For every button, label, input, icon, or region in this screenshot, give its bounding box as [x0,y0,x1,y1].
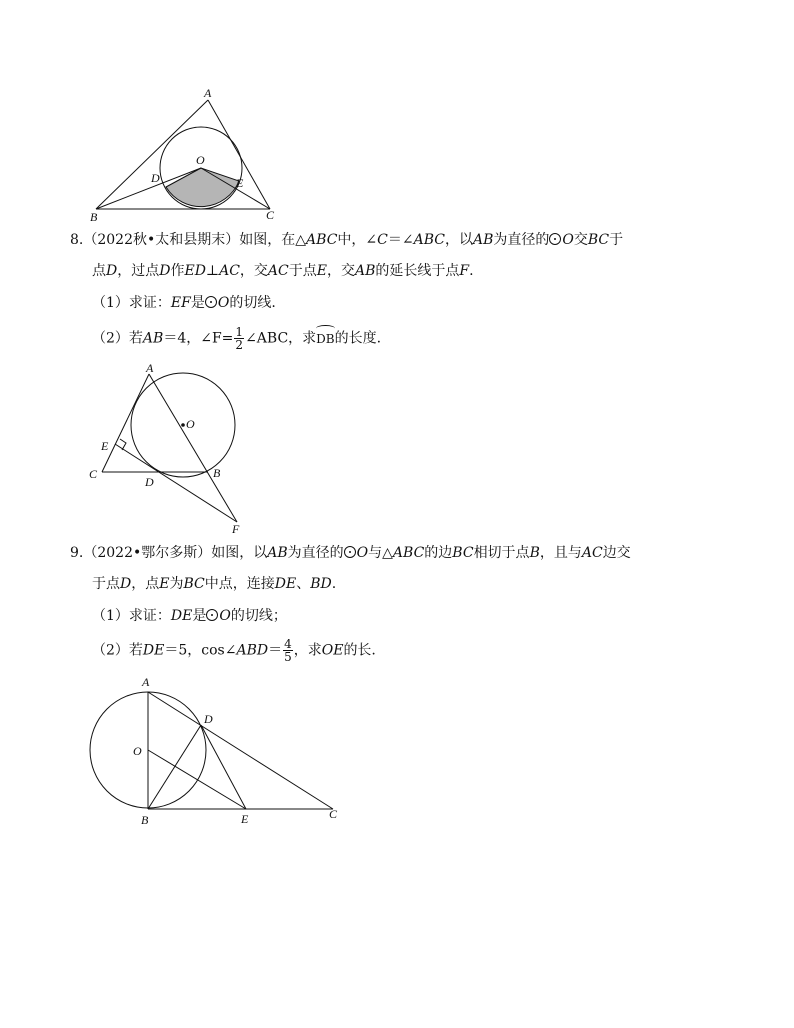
fraction-one-half [234,326,244,351]
p8-math: ABC [306,232,338,248]
fig3-label-d: D [204,712,213,726]
p9-text: 相切于点 [473,545,530,561]
p9-text: ，且与 [539,545,582,561]
problem-9-number: 9. [70,545,84,561]
p8-text: 的延长线于点 [375,263,460,279]
fraction-numerator: 4 [284,637,292,651]
p9-math: BC [452,545,474,561]
p8-math: EF [170,295,191,311]
p9-math: ABC [392,545,425,561]
p9-text: . [331,576,337,592]
p8-math: D [159,263,171,279]
p9-math: AB [267,545,288,561]
p9-text: （1）求证： [92,608,171,624]
arc-db: DB [316,329,334,349]
p9-math: DE [170,608,193,624]
p8-text: 交 [573,232,588,248]
p9-text: 边交 [602,545,631,561]
p8-text: ，交 [239,263,268,279]
fig2-center-dot [181,423,185,427]
p9-math: BC [183,576,205,592]
fig3-segment-bd [148,725,201,809]
p8-text: ，过点 [117,263,160,279]
p8-text: 于点 [288,263,317,279]
p8-text: 为直径的 [493,232,550,248]
p8-text: ＝∠ [387,232,414,248]
fig3-label-b: B [141,813,149,827]
p9-text: 为直径的 [287,545,344,561]
p8-math: AC [267,263,289,279]
p9-math: BD [310,576,332,592]
fraction-denominator: 2 [235,338,244,352]
p9-text: 与△ [368,545,393,561]
p8-text: ⊥ [205,263,220,279]
p9-text: ，点 [131,576,160,592]
p9-math: O [219,608,231,624]
p8-text: 的长度. [334,330,382,347]
p9-text: 的长. [343,642,376,659]
p9-text: （2）若 [92,642,143,659]
p9-math: O [356,545,369,561]
p8-math: ED [184,263,206,279]
p8-text: （1）求证： [92,295,171,311]
figure-2-circle-triangle [80,362,260,537]
fig3-segment-oe [148,750,246,809]
fig3-side-ac [148,692,333,809]
p8-math: AB [142,330,164,347]
p8-text: （2）若 [92,330,143,347]
p8-text: 如图，在△ [239,232,307,248]
fig2-label-f: F [232,522,240,536]
p8-math: AB [354,263,376,279]
fraction-four-fifths [283,638,293,663]
problem-9-line-1 [70,543,631,563]
fig2-label-d: D [145,475,154,489]
fig3-label-o: O [133,744,142,758]
p8-text: ∠ABC，求 [245,330,317,347]
p8-math: D [106,263,118,279]
fig2-label-o: O [186,417,195,431]
p9-math: OE [321,642,344,659]
p9-text: 的边 [424,545,453,561]
p9-math: DE [142,642,165,659]
problem-9-question-2 [92,638,376,663]
problem-9-source: （2022•鄂尔多斯） [83,545,212,561]
p8-text: ，以 [444,232,473,248]
p9-text: 、 [296,576,311,592]
p8-text: 作 [170,263,185,279]
circle-dot-symbol [206,609,218,621]
fig1-label-d: D [151,171,160,185]
fig2-label-b: B [213,466,221,480]
p8-text: ＝4，∠F= [163,330,234,347]
p8-math: F [459,263,470,279]
fig2-label-a: A [146,361,154,375]
p9-math: AC [581,545,603,561]
problem-8-question-2 [92,326,381,351]
fig1-label-e: E [236,176,244,190]
p9-text: 的切线； [230,608,287,624]
p9-math: DE [274,576,297,592]
p8-math: C [377,232,388,248]
p9-math: ABD [236,642,269,659]
p9-math: D [120,576,132,592]
p8-math: O [217,295,230,311]
circle-dot-symbol [205,296,217,308]
problem-8-line-2 [92,261,474,281]
p8-text: 的切线. [229,295,276,311]
p9-math: B [529,545,540,561]
fig1-label-a: A [204,86,212,100]
p9-math: E [159,576,170,592]
p8-text: 是 [190,295,205,311]
p9-text: 中点，连接 [204,576,275,592]
p8-text: . [469,263,474,279]
p8-math: O [562,232,574,248]
fig3-segment-de [201,725,246,809]
p8-text: ，交 [326,263,355,279]
p8-math: ABC [413,232,445,248]
fig2-label-e: E [101,439,109,453]
fig3-label-c: C [329,807,338,821]
fraction-denominator: 5 [284,650,292,664]
figure-1-triangle-circle [80,88,290,228]
problem-9-line-2 [92,574,336,594]
fig3-label-e: E [241,812,249,826]
p9-text: 于点 [92,576,120,592]
fraction-numerator: 1 [235,325,244,339]
problem-8-number: 8. [70,232,84,248]
problem-8-line-1 [70,230,623,250]
p9-text: 是 [192,608,207,624]
p8-math: E [316,263,327,279]
p8-text: 中，∠ [337,232,378,248]
p9-text: ，求 [293,642,322,659]
fig3-label-a: A [142,675,150,689]
p8-text: 点 [92,263,106,279]
problem-8-source: （2022秋•太和县期末） [83,232,240,248]
p9-text: ＝5，cos∠ [164,642,237,659]
circle-dot-symbol [344,546,356,558]
p9-text: 如图，以 [211,545,268,561]
circle-dot-symbol [549,233,561,245]
p9-text: 为 [169,576,184,592]
problem-9-question-1 [92,606,287,626]
fig1-label-o: O [196,153,205,167]
fig2-line-af [149,374,237,522]
figure-3-circle-tangent [80,672,350,832]
p8-math: AC [219,263,240,279]
fig2-label-c: C [89,467,98,481]
p8-math: AB [472,232,494,248]
fig2-line-ef [115,444,237,522]
p8-math: BC [587,232,610,248]
problem-8-question-1 [92,293,276,313]
fig1-label-c: C [266,208,275,222]
fig1-label-b: B [90,210,98,224]
p9-text: ＝ [268,642,283,659]
p8-text: 于 [609,232,624,248]
